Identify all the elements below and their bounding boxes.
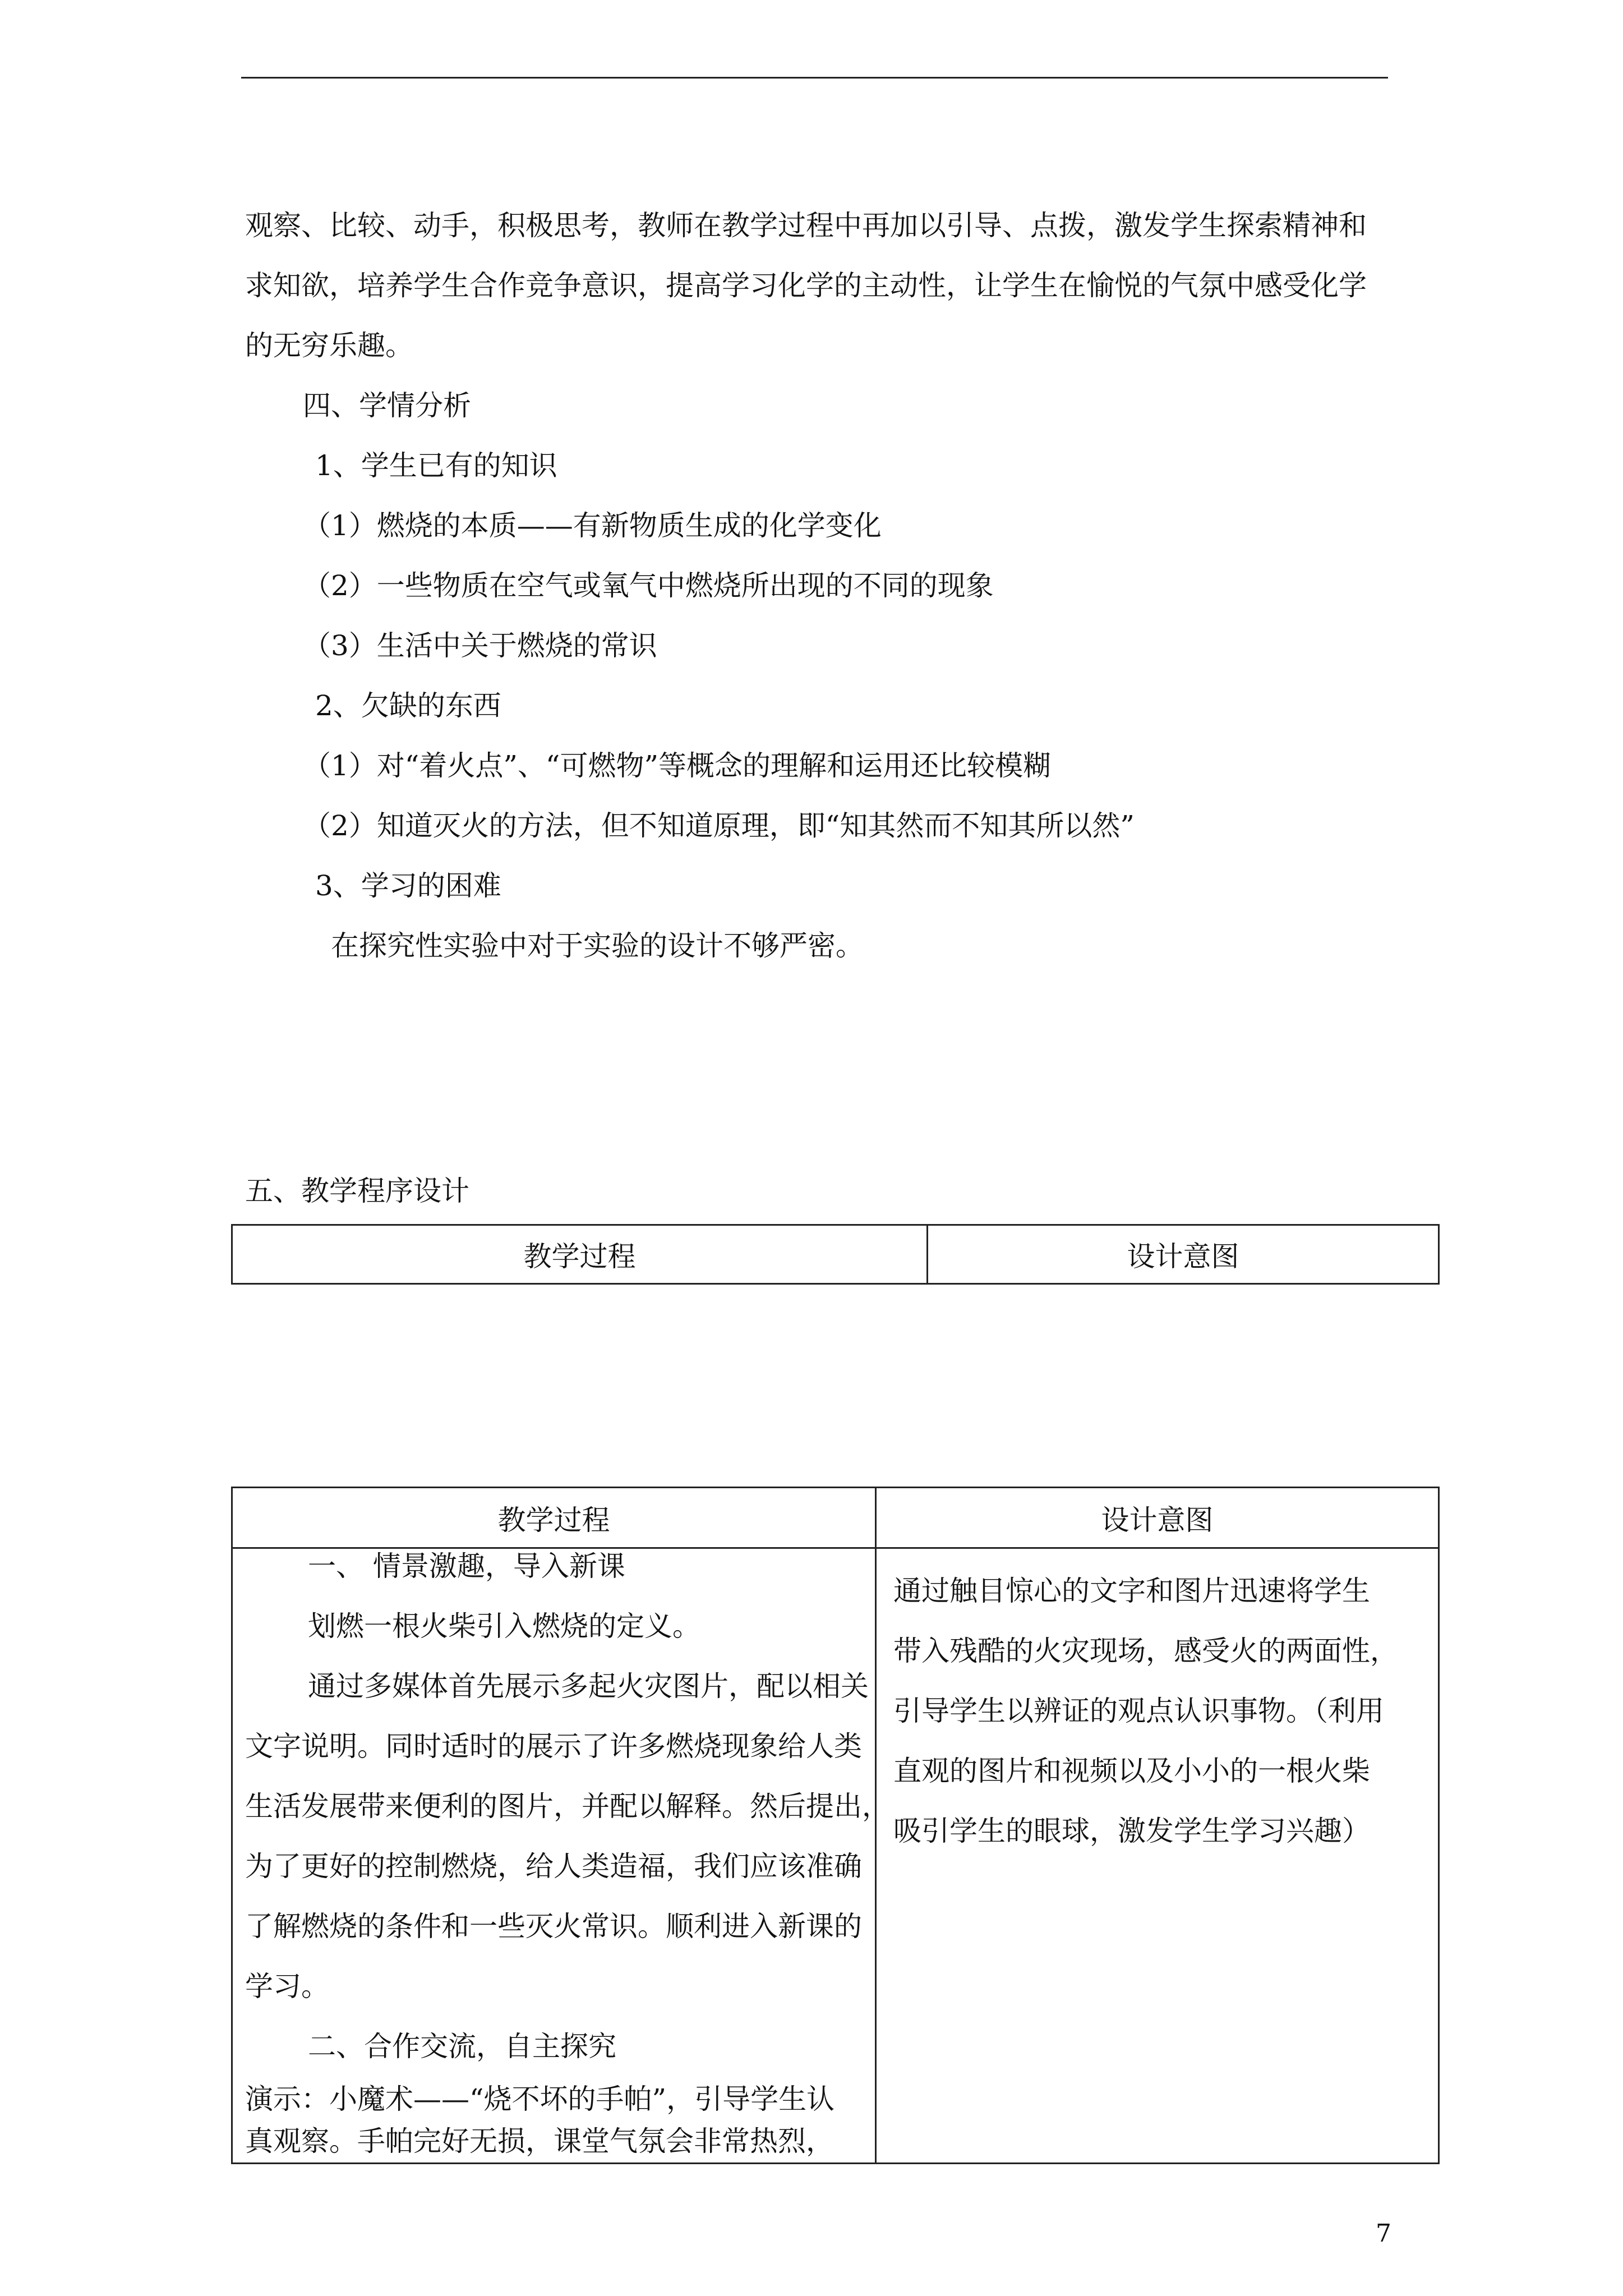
- section4-title: 四、学情分析: [303, 389, 471, 422]
- intro-line-1: 观察、比较、动手，积极思考，教师在教学过程中再加以引导、点拨，激发学生探索精神和: [245, 209, 1367, 242]
- header-process: 教学过程: [232, 1225, 928, 1284]
- section4-item3: 3、学习的困难: [315, 869, 501, 902]
- section4-item2-point2: （2）知道灭火的方法，但不知道原理，即“知其然而不知其所以然”: [303, 809, 1135, 842]
- process-line: 生活发展带来便利的图片，并配以解释。然后提出，: [245, 1790, 890, 1823]
- table-header-intent: 设计意图: [876, 1488, 1439, 1548]
- process-line: 二、合作交流，自主探究: [308, 2030, 616, 2063]
- process-line: 通过多媒体首先展示多起火灾图片，配以相关: [308, 1670, 869, 1703]
- header-rule: [241, 77, 1388, 79]
- intro-line-3: 的无穷乐趣。: [245, 329, 413, 362]
- section4-item1: 1、学生已有的知识: [315, 449, 557, 482]
- intent-cell: [876, 1548, 1439, 2164]
- intent-line: 引导学生以辨证的观点认识事物。（利用: [893, 1695, 1384, 1727]
- table-header-process: 教学过程: [232, 1488, 876, 1548]
- section4-item2-point1: （1）对“着火点”、“可燃物”等概念的理解和运用还比较模糊: [303, 749, 1052, 782]
- process-line: 学习。: [245, 1970, 329, 2003]
- process-cell: [232, 1548, 890, 2164]
- page-number: 7: [1376, 2219, 1391, 2248]
- section5-title: 五、教学程序设计: [245, 1175, 469, 1207]
- process-line: 真观察。手帕完好无损，课堂气氛会非常热烈，: [245, 2125, 834, 2157]
- section4-item3-text: 在探究性实验中对于实验的设计不够严密。: [331, 930, 864, 962]
- process-line: 一、 情景激趣，导入新课: [308, 1550, 625, 1582]
- section4-item1-point3: （3）生活中关于燃烧的常识: [303, 629, 657, 662]
- section4-item2: 2、欠缺的东西: [315, 689, 501, 722]
- section4-item1-point1: （1）燃烧的本质——有新物质生成的化学变化: [303, 509, 882, 542]
- section4-item1-point2: （2）一些物质在空气或氧气中燃烧所出现的不同的现象: [303, 569, 994, 602]
- header-intent: 设计意图: [928, 1225, 1439, 1284]
- process-line: 划燃一根火柴引入燃烧的定义。: [308, 1610, 700, 1642]
- process-table: [231, 1487, 1440, 2164]
- process-line: 文字说明。同时适时的展示了许多燃烧现象给人类: [245, 1730, 862, 1763]
- intro-line-2: 求知欲，培养学生合作竞争意识，提高学习化学的主动性，让学生在愉悦的气氛中感受化学: [245, 269, 1367, 302]
- process-line: 了解燃烧的条件和一些灭火常识。顺利进入新课的: [245, 1910, 862, 1943]
- intent-line: 吸引学生的眼球，激发学生学习兴趣）: [893, 1815, 1370, 1847]
- intent-line: 通过触目惊心的文字和图片迅速将学生: [893, 1575, 1370, 1607]
- process-line: 演示：小魔术——“烧不坏的手帕”，引导学生认: [245, 2083, 835, 2115]
- intent-line: 直观的图片和视频以及小小的一根火柴: [893, 1755, 1370, 1787]
- header-table: [231, 1224, 1440, 1285]
- process-line: 为了更好的控制燃烧，给人类造福，我们应该准确: [245, 1850, 862, 1883]
- intent-line: 带入残酷的火灾现场，感受火的两面性，: [893, 1635, 1398, 1667]
